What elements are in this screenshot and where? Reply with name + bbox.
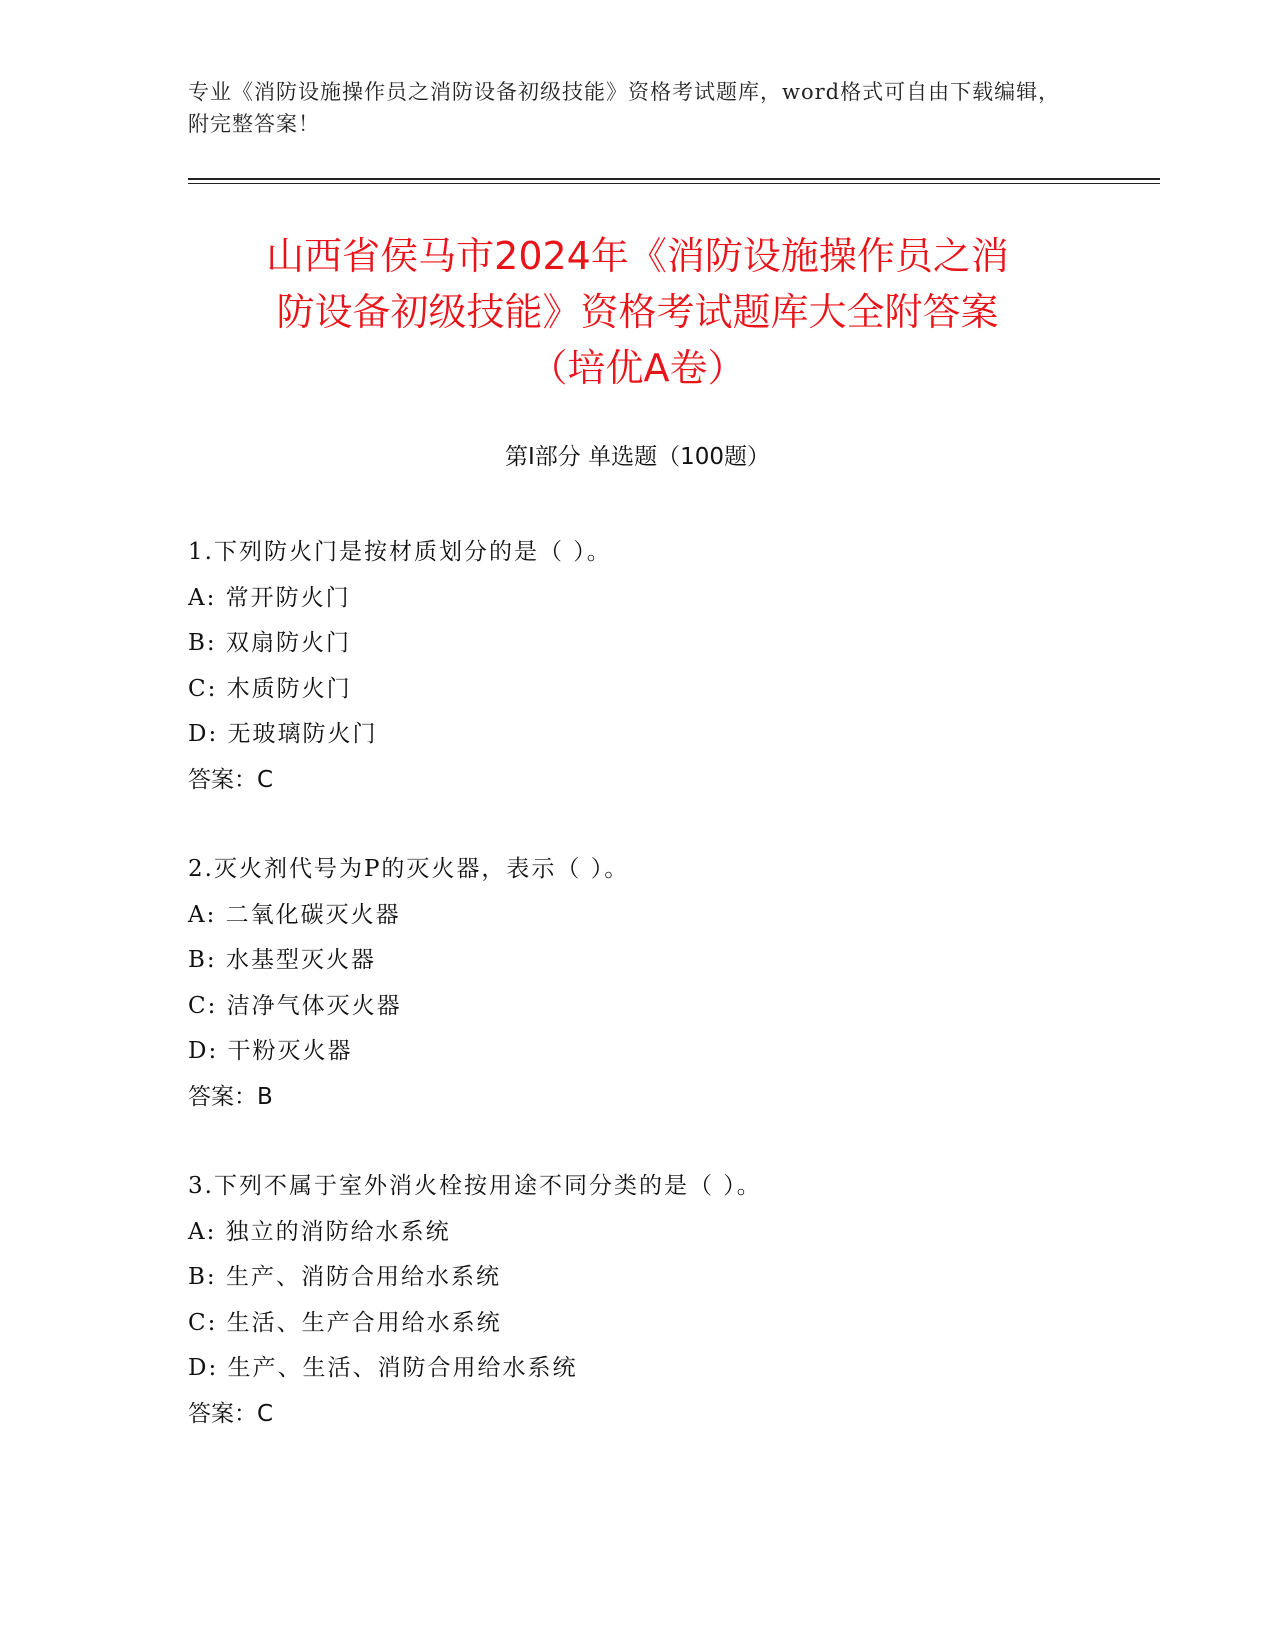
title-line-3: （培优A卷） xyxy=(529,346,746,390)
question-stem: 1.下列防火门是按材质划分的是（ ）。 xyxy=(188,539,612,565)
answer: 答案：B xyxy=(188,1083,273,1110)
option-a: A: 独立的消防给水系统 xyxy=(188,1218,451,1245)
option-d: D: 干粉灭火器 xyxy=(188,1038,353,1064)
option-b: B: 水基型灭火器 xyxy=(188,947,376,973)
question-3 xyxy=(188,1164,1148,1437)
option-c: C: 生活、生产合用给水系统 xyxy=(188,1309,502,1336)
section-heading: 第Ⅰ部分 单选题（100题） xyxy=(505,444,770,470)
option-d: D: 生产、生活、消防合用给水系统 xyxy=(188,1355,578,1381)
header-note: 专业《消防设施操作员之消防设备初级技能》资格考试题库，word格式可自由下载编辑，附完整答案！ xyxy=(188,80,1061,136)
option-d: D: 无玻璃防火门 xyxy=(188,721,378,747)
header-divider-thin xyxy=(188,183,1160,184)
option-c: C: 木质防火门 xyxy=(188,675,352,702)
header-divider-thick xyxy=(188,178,1160,180)
option-a: A: 常开防火门 xyxy=(188,584,351,611)
answer: 答案：C xyxy=(188,766,274,793)
title-line-1: 山西省侯马市2024年《消防设施操作员之消 xyxy=(266,234,1009,278)
question-2 xyxy=(188,847,1148,1120)
question-stem: 2.灭火剂代号为P的灭火器，表示（ ）。 xyxy=(188,856,630,882)
option-b: B: 双扇防火门 xyxy=(188,630,351,656)
document-title xyxy=(160,228,1115,396)
option-b: B: 生产、消防合用给水系统 xyxy=(188,1264,501,1290)
question-stem: 3.下列不属于室外消火栓按用途不同分类的是（ ）。 xyxy=(188,1173,762,1199)
answer: 答案：C xyxy=(188,1400,274,1427)
option-c: C: 洁净气体灭火器 xyxy=(188,992,402,1019)
question-1 xyxy=(188,530,1148,803)
question-list xyxy=(188,530,1148,1481)
title-line-2: 防设备初级技能》资格考试题库大全附答案 xyxy=(276,290,999,334)
option-a: A: 二氧化碳灭火器 xyxy=(188,901,401,928)
